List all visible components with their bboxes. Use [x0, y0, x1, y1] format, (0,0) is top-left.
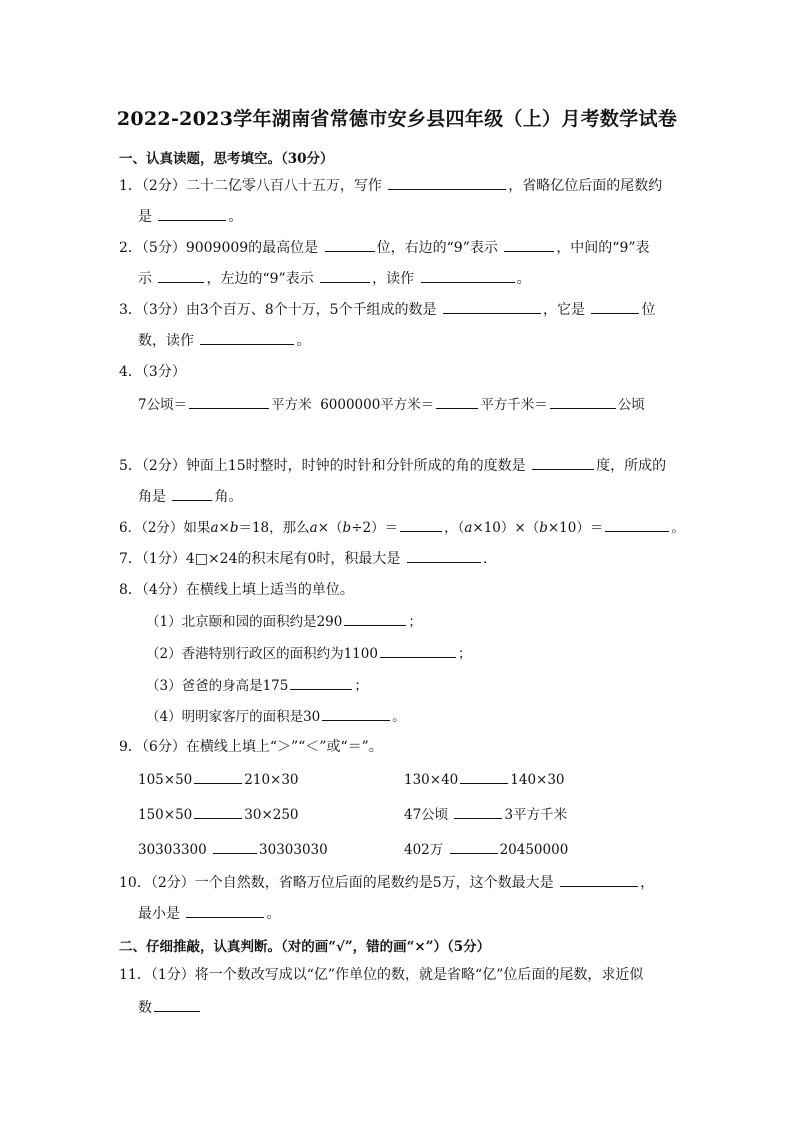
q5-text: 5．（2分）钟面上15时整时，时钟的时针和分针所成的角的度数是	[119, 458, 526, 474]
q3-text: 3．（3分）由3个百万、8个十万，5个千组成的数是	[119, 302, 437, 318]
q9-row3-left	[138, 839, 328, 860]
q6-text-4: ÷2）＝	[351, 520, 399, 536]
q3-blank-3[interactable]	[200, 330, 294, 345]
q9-r3r-a: 402万	[404, 842, 444, 858]
q8-blank-3[interactable]	[290, 675, 352, 690]
q10-blank-2[interactable]	[186, 903, 264, 918]
q11-text-2: 数	[138, 1000, 152, 1016]
q9-row1-left	[138, 769, 299, 790]
q10-blank-1[interactable]	[560, 872, 638, 887]
q3-text-2: ，它是	[543, 302, 585, 318]
q1-blank-2[interactable]	[158, 206, 226, 221]
q10-text-3: 最小是	[138, 906, 180, 922]
q6-var-b: b	[229, 520, 239, 536]
question-2-line-1	[119, 237, 679, 258]
q5-text-4: 角。	[214, 489, 243, 505]
question-1-line-1	[119, 175, 679, 196]
q10-text-2: ，	[640, 875, 655, 891]
section-1-heading: 一、认真读题，思考填空。（30分）	[119, 151, 334, 167]
q4-blank-2[interactable]	[436, 394, 478, 409]
q6-text-7: ×10）＝	[547, 520, 604, 536]
q9-r3l-a: 30303300	[138, 842, 207, 858]
q6-blank-2[interactable]	[605, 517, 669, 532]
q6-var-a2: a	[309, 520, 318, 536]
q9-blank-3[interactable]	[194, 804, 242, 819]
question-9: 9．（6分）在横线上填上“＞”“＜”或“＝”。	[119, 739, 383, 755]
question-5-line-2	[138, 486, 698, 507]
q8-sub4-text: （4）明明家客厅的面积是30	[146, 709, 321, 725]
question-8: 8．（4分）在横线上填上适当的单位。	[119, 582, 354, 598]
q10-text-4: 。	[266, 906, 281, 922]
q6-var-a: a	[210, 520, 219, 536]
question-3-line-2	[138, 330, 698, 351]
question-2-line-2	[138, 268, 698, 289]
question-3-line-1	[119, 299, 679, 320]
q6-text-2: ＝18，那么	[238, 520, 310, 536]
q8-sub3-end: ；	[354, 678, 368, 694]
q1-text-2: ，省略亿位后面的尾数约	[508, 178, 663, 194]
q5-blank-2[interactable]	[172, 486, 212, 501]
q3-text-4: 数，读作	[138, 333, 194, 349]
question-8-sub-3	[146, 675, 706, 696]
q8-sub1-text: （1）北京颐和园的面积约是290	[146, 614, 343, 630]
q4-text-2: 平方米	[271, 397, 312, 413]
q1-blank-1[interactable]	[388, 175, 506, 190]
q6-text-8: 。	[671, 520, 685, 536]
q7-text-2: .	[482, 551, 488, 567]
q9-r1r-b: 140×30	[510, 772, 565, 788]
q9-r2l-a: 150×50	[138, 807, 193, 823]
q9-r1l-b: 210×30	[244, 772, 299, 788]
q4-blank-1[interactable]	[189, 394, 269, 409]
q6-text-6: ×10）×（	[472, 520, 540, 536]
q8-blank-2[interactable]	[380, 643, 456, 658]
q3-text-3: 位	[641, 302, 656, 318]
question-8-sub-1	[146, 611, 706, 632]
q9-blank-2[interactable]	[460, 769, 508, 784]
question-4-line-1: 4．（3分）	[119, 364, 186, 380]
q9-blank-6[interactable]	[450, 839, 498, 854]
question-5-line-1	[119, 455, 679, 476]
q9-r1r-a: 130×40	[404, 772, 459, 788]
question-6	[119, 517, 685, 538]
q3-blank-1[interactable]	[443, 299, 541, 314]
q2-text-4: 示	[138, 271, 152, 287]
q4-text-4: 平方千米＝	[480, 397, 548, 413]
q6-text: 6．（2分）如果	[119, 520, 211, 536]
q4-text-3: 6000000平方米＝	[320, 397, 435, 413]
q2-text-6: ，读作	[372, 271, 415, 287]
question-4-line-2	[138, 394, 698, 415]
q1-text-3: 是	[138, 209, 152, 225]
q2-blank-1[interactable]	[325, 237, 375, 252]
q2-blank-3[interactable]	[158, 268, 204, 283]
q8-sub2-text: （2）香港特别行政区的面积约为1100	[146, 646, 378, 662]
q9-r2r-a: 47公顷	[404, 807, 449, 823]
q6-times: ×	[218, 520, 230, 536]
question-10-line-2	[138, 903, 698, 924]
q9-row1-right	[404, 769, 565, 790]
question-8-sub-4	[146, 706, 706, 727]
q2-blank-2[interactable]	[504, 237, 554, 252]
q9-row2-right	[404, 804, 567, 825]
q8-blank-1[interactable]	[344, 611, 406, 626]
question-11-line-1: 11．（1分）将一个数改写成以“亿”作单位的数，就是省略“亿”位后面的尾数，求近似	[119, 967, 644, 983]
q6-text-5: ，（	[444, 520, 465, 536]
q3-text-5: 。	[296, 333, 311, 349]
q8-sub4-end: 。	[392, 709, 406, 725]
q2-text-3: ，中间的“9”表	[556, 240, 650, 256]
q10-text: 10．（2分）一个自然数，省略万位后面的尾数约是5万，这个数最大是	[119, 875, 554, 891]
question-7	[119, 548, 679, 569]
q6-var-b3: b	[539, 520, 548, 536]
q7-text: 7．（1分）4□×24的积末尾有0时，积最大是	[119, 551, 401, 567]
q2-text-7: 。	[516, 271, 531, 287]
q9-r3r-b: 20450000	[499, 842, 569, 858]
q9-row2-left	[138, 804, 299, 825]
q9-row3-right	[404, 839, 568, 860]
question-10-line-1	[119, 872, 679, 893]
q6-text-3: ×（	[317, 520, 343, 536]
q9-r2l-b: 30×250	[244, 807, 299, 823]
q6-var-a3: a	[464, 520, 473, 536]
q8-sub3-text: （3）爸爸的身高是175	[146, 678, 289, 694]
q8-sub2-end: ；	[457, 646, 472, 662]
q3-blank-2[interactable]	[591, 299, 639, 314]
q4-blank-3[interactable]	[550, 394, 616, 409]
q8-sub1-end: ；	[408, 614, 422, 630]
q6-blank-1[interactable]	[400, 517, 442, 532]
q1-text: 1．（2分）二十二亿零八百八十五万，写作	[119, 178, 382, 194]
question-11-line-2	[138, 997, 698, 1018]
q2-blank-4[interactable]	[320, 268, 370, 283]
q5-text-2: 度，所成的	[596, 458, 667, 474]
q2-blank-5[interactable]	[421, 268, 515, 283]
question-8-sub-2	[146, 643, 706, 664]
q4-text: 7公顷＝	[138, 397, 188, 413]
question-1-line-2	[138, 206, 698, 227]
q9-blank-1[interactable]	[194, 769, 242, 784]
q6-var-b2: b	[342, 520, 352, 536]
q9-r2r-b: 3平方千米	[504, 807, 568, 823]
q9-r1l-a: 105×50	[138, 772, 193, 788]
q5-text-3: 角是	[138, 489, 166, 505]
q7-blank[interactable]	[407, 548, 481, 563]
q2-text-5: ，左边的“9”表示	[206, 271, 314, 287]
q2-text-2: 位，右边的“9”表示	[376, 240, 498, 256]
q9-r3l-b: 30303030	[259, 842, 328, 858]
q11-blank[interactable]	[154, 997, 200, 1012]
exam-title: 2022-2023学年湖南省常德市安乡县四年级（上）月考数学试卷	[116, 108, 678, 130]
q9-blank-5[interactable]	[213, 839, 257, 854]
q8-blank-4[interactable]	[322, 706, 390, 721]
q4-text-5: 公顷	[617, 397, 645, 413]
section-2-heading: 二、仔细推敲，认真判断。（对的画“√”，错的画“×”）（5分）	[119, 939, 491, 955]
q2-text: 2．（5分）9009009的最高位是	[119, 240, 319, 256]
q1-text-4: 。	[228, 209, 243, 225]
q5-blank-1[interactable]	[532, 455, 594, 470]
q9-blank-4[interactable]	[454, 804, 502, 819]
